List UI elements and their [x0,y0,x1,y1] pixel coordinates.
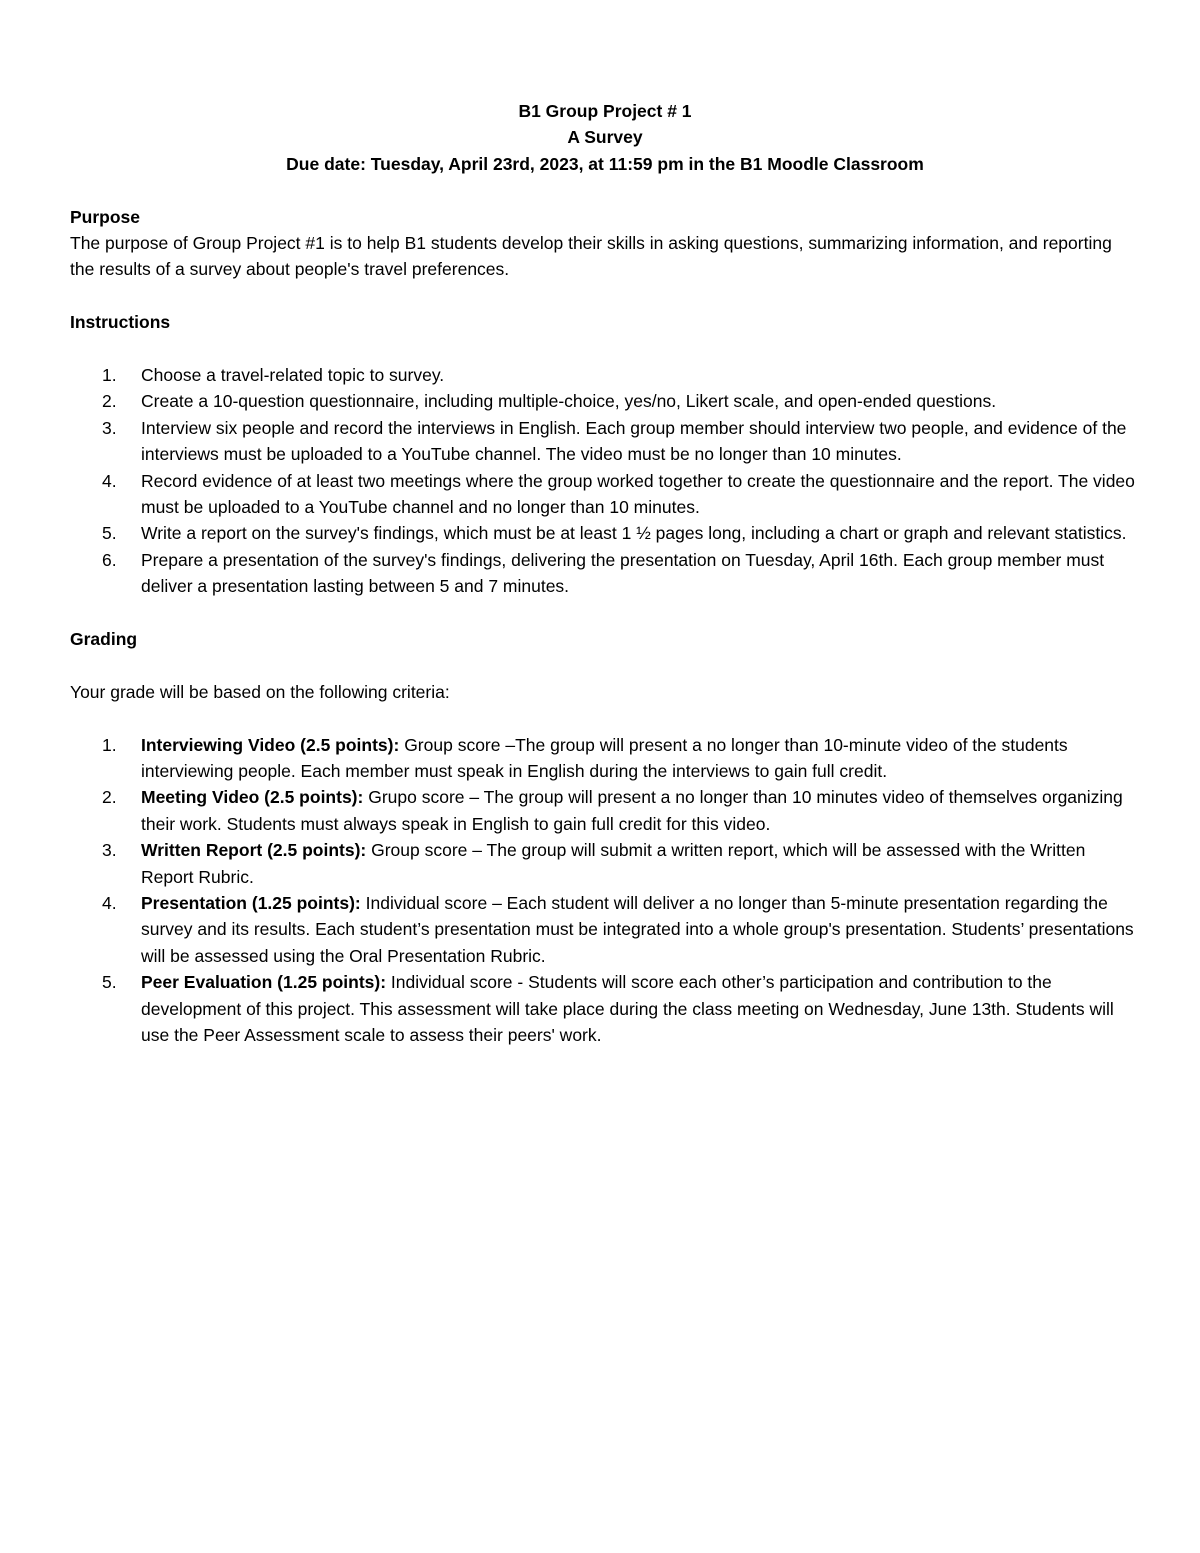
list-item: 5. Write a report on the survey's findings, which must be at least 1 ½ pages long, including a chart or graph and relevant statistics. [102,523,1127,544]
list-item: 6. Prepare a presentation of the survey's findings, delivering the presentation on Tuesday, April 16th. Each group member must deliver a presentation lasting between 5 and 7 minutes. [102,549,1105,597]
instructions-heading: Instructions [70,312,171,333]
grading-list [70,732,1140,1049]
document-title: B1 Group Project # 1 [518,101,692,121]
grading-section [70,626,1140,1048]
list-item: 2. Meeting Video (2.5 points): Grupo score – The group will present a no longer than 10 minutes video of themselves organizing their work. Students must always speak in English to gain full credit for this video. [102,787,1123,834]
list-item: 1. Interviewing Video (2.5 points): Group score –The group will present a no longer than 10-minute video of the students interviewing people. Each member must speak in English during the interviews to gain full credit. [102,734,1068,782]
list-item: 4. Record evidence of at least two meetings where the group worked together to create the questionnaire and the report. The video must be uploaded to a YouTube channel and no longer than 10 minutes. [102,470,1135,517]
document-page [70,98,1140,1048]
instructions-list [70,362,1140,600]
purpose-text: The purpose of Group Project #1 is to help B1 students develop their skills in asking questions, summarizing information, and reporting the results of a survey about people's travel preferences. [70,232,1112,280]
purpose-section [70,204,1140,283]
list-item: 3. Interview six people and record the interviews in English. Each group member should interview two people, and evidence of the interviews must be uploaded to a YouTube channel. The video must be no longer than 10 minutes. [102,417,1127,465]
list-item: 2. Create a 10-question questionnaire, including multiple-choice, yes/no, Likert scale, and open-ended questions. [102,391,997,412]
grading-heading: Grading [70,629,138,650]
document-subtitle: A Survey [567,127,643,148]
instructions-section [70,309,1140,599]
list-item: 3. Written Report (2.5 points): Group score – The group will submit a written report, which will be assessed with the Written Report Rubric. [102,840,1086,887]
grading-intro: Your grade will be based on the following criteria: [70,681,450,702]
list-item: 4. Presentation (1.25 points): Individual score – Each student will deliver a no longer than 5-minute presentation regarding the survey and its results. Each student’s presentation must be integrated into a whole group's presentation. Students’ presentations will be assessed using the Oral Presentation Rubric. [102,893,1134,966]
due-date: Due date: Tuesday, April 23rd, 2023, at 11:59 pm in the B1 Moodle Classroom [286,153,924,174]
purpose-heading: Purpose [70,206,141,227]
list-item: 1. Choose a travel-related topic to survey. [102,364,445,385]
list-item: 5. Peer Evaluation (1.25 points): Individual score - Students will score each other’s participation and contribution to the development of this project. This assessment will take place during the class meeting on Wednesday, June 13th. Students will use the Peer Assessment scale to assess their peers' work. [102,972,1114,1046]
title-block [70,98,1140,177]
